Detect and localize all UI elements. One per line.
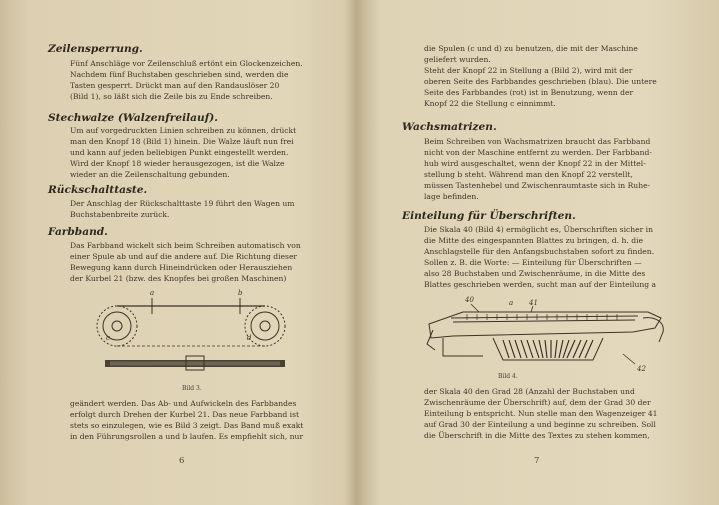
paragraph-wachsmatrizen: Beim Schreiben von Wachsmatrizen braucht das Farbband nicht von der Maschine entfernt zu werden. Der Farbband- hub wird ausgeschaltet, wenn der Knopf 22 in der Mittel- stellung b steht. Während man den Knopf 22 verstellt, müssen Tastenhebel und Zwischenraumtaste sich in Ruhe- lage befinden. (424, 137, 652, 202)
ribbon-spool-figure (90, 288, 300, 380)
heading-rueckschalttaste: Rückschalttaste. (48, 184, 148, 196)
page-number-right: 7 (534, 456, 540, 466)
paragraph-farbband-continued: geändert werden. Das Ab- und Aufwickeln des Farbbandes erfolgt durch Drehen der Kurbel 21. Das neue Farbband ist stets so einzulegen, wie es Bild 3 zeigt. Das Band muß exakt in den Führungsrollen a und b laufen. Es empfiehlt sich, nur (70, 399, 304, 442)
heading-einteilung: Einteilung für Überschriften. (402, 210, 576, 222)
figure-label-b: b (238, 289, 243, 297)
paragraph-spulen: die Spulen (c und d) zu benutzen, die mit der Maschine geliefert wurden. Steht der Knopf 22 in Stellung a (Bild 2), wird mit der oberen Seite des Farbbandes geschrieben (blau). Die untere Seite des Farbbandes (rot) ist in Benutzung, wenn der Knopf 22 die Stellung c einnimmt. (424, 44, 657, 109)
paragraph-farbband: Das Farbband wickelt sich beim Schreiben automatisch von einer Spule ab und auf die andere auf. Die Richtung dieser Bewegung kann durch Hineindrücken oder Herausziehen der Kurbel 21 (bzw. des Knopfes bei großen Maschinen) (70, 241, 301, 284)
figure-caption-bild4: Bild 4. (498, 373, 518, 380)
paragraph-rueckschalttaste: Der Anschlag der Rückschalttaste 19 führt den Wagen um Buchstabenbreite zurück. (70, 199, 295, 220)
left-page (0, 0, 358, 505)
heading-wachsmatrizen: Wachsmatrizen. (402, 121, 497, 133)
page-number-left: 6 (179, 456, 185, 466)
paragraph-stechwalze: Um auf vorgedruckten Linien schreiben zu können, drückt man den Knopf 18 (Bild 1) hinein. Die Walze läuft nun frei und kann auf jeden beliebigen Punkt eingestellt werden. Wird der Knopf 18 wieder herausgezogen, ist die Walze wieder an die Zeilenschaltung gebunden. (70, 126, 297, 180)
right-page (361, 0, 719, 505)
figure-label-42: 42 (637, 365, 646, 373)
figure-caption-bild3: Bild 3. (182, 385, 202, 392)
figure-label-40: 40 (465, 296, 474, 304)
paragraph-einteilung-continued: der Skala 40 den Grad 28 (Anzahl der Buchstaben und Zwischenräume der Überschrift) auf, dem der Grad 30 der Einteilung b entspricht. Nun stelle man den Wagenzeiger 41 auf Grad 30 der Einteilung a und beginne zu schreiben. Soll die Überschrift in die Mitte des Textes zu stehen kommen, (424, 387, 658, 441)
paragraph-zeilensperrung: Fünf Anschläge vor Zeilenschluß ertönt ein Glockenzeichen. Nachdem fünf Buchstaben geschrieben sind, werden die Tasten gesperrt. Drückt man auf den Randauslöser 20 (Bild 1), so läßt sich die Zeile bis zu Ende schreiben. (70, 59, 303, 102)
figure-label-d: d (247, 334, 252, 342)
scale-carriage-figure (423, 298, 668, 380)
paragraph-einteilung: Die Skala 40 (Bild 4) ermöglicht es, Überschriften sicher in die Mitte des eingespannten Blattes zu bringen, d. h. die Anschlagstelle für den Anfangsbuchstaben sofort zu finden. Sollen z. B. die Worte: — Einteilung für Überschriften — also 28 Buchstaben und Zwischenräume, in die Mitte des Blattes geschrieben werden, sucht man auf der Einteilung a (424, 225, 657, 290)
figure-label-a: a (509, 299, 514, 307)
figure-label-41: 41 (529, 299, 538, 307)
heading-zeilensperrung: Zeilensperrung. (48, 43, 143, 55)
heading-stechwalze: Stechwalze (Walzenfreilauf). (48, 112, 218, 124)
figure-label-c: c (106, 334, 110, 342)
heading-farbband: Farbband. (48, 226, 108, 238)
figure-label-a: a (150, 289, 155, 297)
